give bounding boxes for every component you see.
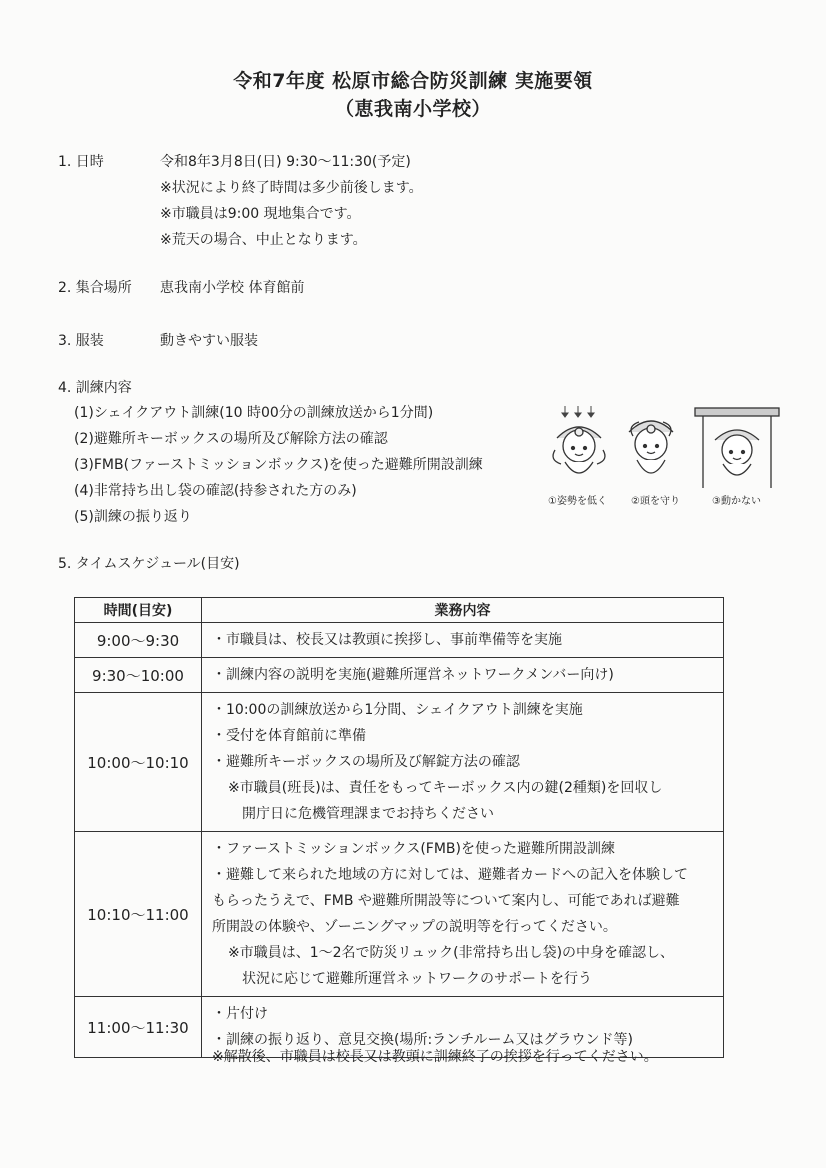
task-note-line: ※市職員は、1～2名で防災リュック(非常持ち出し袋)の中身を確認し、 bbox=[228, 945, 675, 961]
task-line: もらったうえで、FMB や避難所開設等について案内し、可能であれば避難 bbox=[212, 893, 680, 909]
time-cell: 9:30～10:00 bbox=[75, 658, 202, 693]
task-cell bbox=[202, 693, 724, 832]
mascot-protect-head-figure bbox=[629, 421, 673, 473]
time-cell: 9:00～9:30 bbox=[75, 623, 202, 658]
section-1-note: ※状況により終了時間は多少前後します。 bbox=[160, 180, 423, 196]
task-cell bbox=[202, 832, 724, 997]
training-item: (4)非常持ち出し袋の確認(持参された方のみ) bbox=[74, 483, 357, 499]
mascot-under-table-figure bbox=[695, 408, 779, 488]
illustration-caption: ①姿勢を低く bbox=[548, 496, 607, 507]
schedule-footnote: ※解散後、市職員は校長又は教頭に訓練終了の挨拶を行ってください。 bbox=[212, 1049, 658, 1065]
task-line: ・市職員は、校長又は教頭に挨拶し、事前準備等を実施 bbox=[212, 632, 562, 648]
task-line: ・受付を体育館前に準備 bbox=[212, 728, 366, 744]
section-2-value: 恵我南小学校 体育館前 bbox=[160, 280, 305, 296]
section-5-label: 5. タイムスケジュール(目安) bbox=[58, 556, 240, 572]
task-cell bbox=[202, 658, 724, 693]
illustration-caption: ②頭を守り bbox=[631, 496, 680, 507]
task-note-line: ※市職員(班長)は、責任をもってキーボックス内の鍵(2種類)を回収し bbox=[228, 780, 663, 796]
table-row bbox=[75, 623, 724, 658]
task-line: ・訓練の振り返り、意見交換(場所:ランチルーム又はグラウンド等) bbox=[212, 1032, 633, 1048]
table-header-row bbox=[75, 598, 724, 623]
arrow-down-icon bbox=[562, 406, 594, 417]
task-line: ・避難して来られた地域の方に対しては、避難者カードへの記入を体験して bbox=[212, 867, 688, 883]
table-row bbox=[75, 832, 724, 997]
section-1-value: 令和8年3月8日(日) 9:30～11:30(予定) bbox=[160, 154, 411, 170]
section-3-value: 動きやすい服装 bbox=[160, 333, 258, 349]
training-item: (5)訓練の振り返り bbox=[74, 509, 192, 525]
task-line: ・ファーストミッションボックス(FMB)を使った避難所開設訓練 bbox=[212, 841, 615, 857]
training-item: (3)FMB(ファーストミッションボックス)を使った避難所開設訓練 bbox=[74, 457, 483, 473]
mascot-crouch-figure bbox=[553, 427, 605, 473]
document-title: 令和7年度 松原市総合防災訓練 実施要領 bbox=[233, 70, 593, 92]
task-note-line: 状況に応じて避難所運営ネットワークのサポートを行う bbox=[242, 971, 592, 987]
table-row bbox=[75, 693, 724, 832]
task-line: ・訓練内容の説明を実施(避難所運営ネットワークメンバー向け) bbox=[212, 667, 614, 683]
time-column-header: 時間(目安) bbox=[75, 598, 202, 623]
task-line: 所開設の体験や、ゾーニングマップの説明等を行ってください。 bbox=[212, 919, 617, 935]
time-cell: 10:10～11:00 bbox=[75, 832, 202, 997]
task-line: ・10:00の訓練放送から1分間、シェイクアウト訓練を実施 bbox=[212, 702, 583, 718]
time-cell: 10:00～10:10 bbox=[75, 693, 202, 832]
section-1-label: 1. 日時 bbox=[58, 154, 104, 170]
training-item: (2)避難所キーボックスの場所及び解除方法の確認 bbox=[74, 431, 388, 447]
time-cell: 11:00～11:30 bbox=[75, 997, 202, 1058]
section-4-label: 4. 訓練内容 bbox=[58, 380, 132, 396]
task-note-line: 開庁日に危機管理課までお持ちください bbox=[242, 806, 494, 822]
table-row bbox=[75, 658, 724, 693]
section-1-note: ※市職員は9:00 現地集合です。 bbox=[160, 206, 361, 222]
section-3-label: 3. 服装 bbox=[58, 333, 104, 349]
task-line: ・片付け bbox=[212, 1006, 268, 1022]
section-1-note: ※荒天の場合、中止となります。 bbox=[160, 232, 367, 248]
task-line: ・避難所キーボックスの場所及び解錠方法の確認 bbox=[212, 754, 520, 770]
task-column-header: 業務内容 bbox=[202, 598, 724, 623]
time-schedule-table bbox=[74, 597, 724, 1058]
task-cell bbox=[202, 623, 724, 658]
illustration-caption: ③動かない bbox=[712, 496, 761, 507]
document-subtitle: （恵我南小学校） bbox=[334, 98, 491, 120]
section-2-label: 2. 集合場所 bbox=[58, 280, 132, 296]
training-item: (1)シェイクアウト訓練(10 時00分の訓練放送から1分間) bbox=[74, 405, 434, 421]
